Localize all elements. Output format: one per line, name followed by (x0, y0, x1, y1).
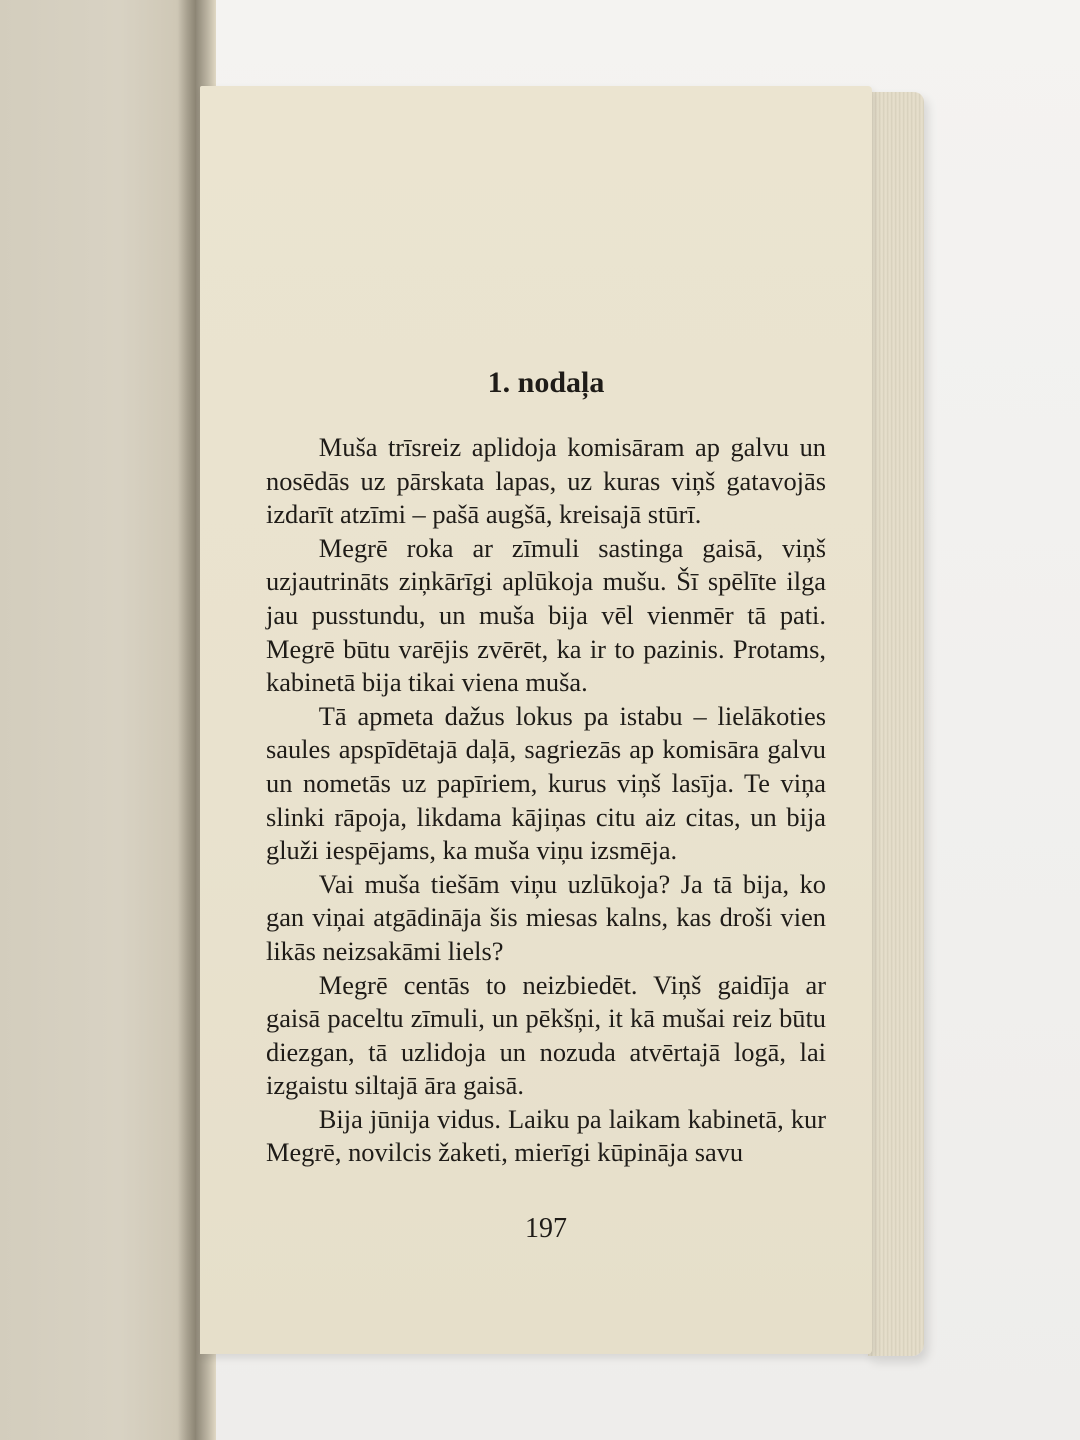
page-text (266, 365, 826, 1170)
page-number: 197 (525, 1213, 567, 1244)
paragraph: Megrē centās to neizbiedēt. Viņš gaidīja ar gaisā paceltu zīmuli, un pēkšņi, it kā mušai reiz būtu diezgan, tā uzlidoja un nozuda atvērtajā logā, lai izgaistu siltajā āra gaisā. (266, 969, 826, 1101)
paragraph: Vai muša tiešām viņu uzlūkoja? Ja tā bija, ko gan viņai atgādināja šis miesas kalns, kas droši vien likās neizsakāmi liels? (266, 868, 826, 966)
paragraph: Muša trīsreiz aplidoja komisāram ap galvu un nosēdās uz pārskata lapas, uz kuras viņš gatavojās izdarīt atzīmi – pašā augšā, kreisajā stūrī. (266, 432, 826, 530)
paragraph: Bija jūnija vidus. Laiku pa laikam kabinetā, kur Megrē, novilcis žaketi, mierīgi kūpināja savu (266, 1103, 826, 1168)
page-edges (868, 92, 924, 1356)
paragraph: Tā apmeta dažus lokus pa istabu – lielākoties saules apspīdētajā daļā, sagriezās ap komisāra galvu un nometās uz papīriem, kurus viņš lasīja. Te viņa slinki rāpoja, likdama kājiņas citu aiz citas, un bija gluži iespējams, ka muša viņu izsmēja. (266, 700, 826, 866)
left-page (0, 0, 200, 1440)
chapter-title: 1. nodaļa (487, 366, 605, 399)
paragraph: Megrē roka ar zīmuli sastinga gaisā, viņš uzjautrināts ziņkārīgi aplūkoja mušu. Šī spēlīte ilga jau pusstundu, un muša bija vēl vienmēr tā pati. Megrē būtu varējis zvērēt, ka ir to pazinis. Protams, kabinetā bija tikai viena muša. (266, 532, 826, 698)
